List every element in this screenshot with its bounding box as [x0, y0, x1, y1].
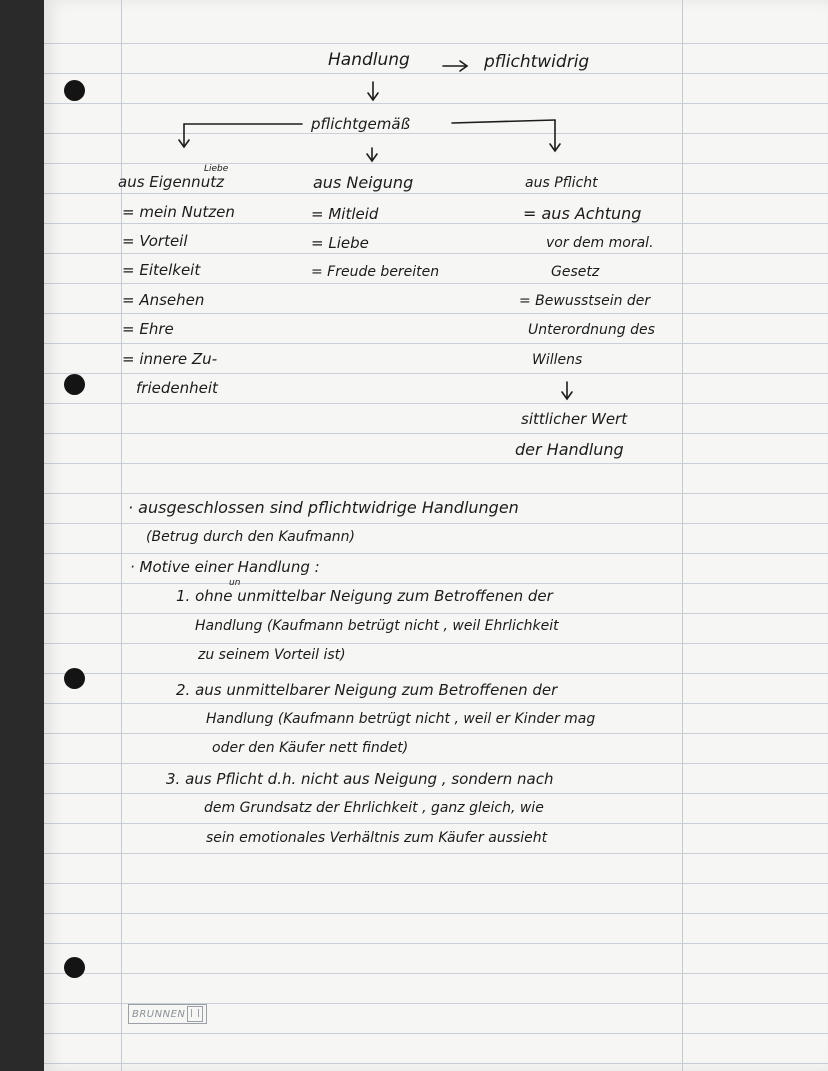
note-line-3: · Motive einer Handlung :: [130, 558, 320, 576]
note-line-12: sein emotionales Verhältnis zum Käufer aussieht: [206, 830, 548, 846]
col1-note: Liebe: [204, 164, 229, 174]
col1-item-1: = mein Nutzen: [122, 203, 235, 221]
col1-heading: aus Eigennutz: [118, 173, 224, 191]
note-line-7: 2. aus unmittelbarer Neigung zum Betroffenen der: [176, 681, 558, 699]
note-line-2: (Betrug durch den Kaufmann): [146, 529, 355, 545]
col2-heading: aus Neigung: [313, 173, 414, 192]
col3-item-4: = Bewusstsein der: [519, 293, 651, 309]
col1-item-7: friedenheit: [136, 379, 218, 397]
note-line-4: 1. ohne unmittelbar Neigung zum Betroffenen der: [176, 587, 553, 605]
brunnen-brand-mark: [128, 1004, 207, 1024]
brand-text: BRUNNEN: [132, 1008, 186, 1020]
note-line-11: dem Grundsatz der Ehrlichkeit , ganz gleich, wie: [204, 800, 544, 816]
brand-logo-icon: [187, 1006, 203, 1022]
node-pflichtgemaess: pflichtgemäß: [311, 115, 411, 133]
col3-item-3: Gesetz: [551, 264, 600, 280]
col3-item-5: Unterordnung des: [528, 322, 655, 338]
note-line-1: · ausgeschlossen sind pflichtwidrige Handlungen: [128, 498, 519, 517]
note-line-8: Handlung (Kaufmann betrügt nicht , weil er Kinder mag: [206, 711, 596, 727]
node-handlung: Handlung: [328, 50, 410, 70]
col3-item-6: Willens: [532, 352, 583, 368]
col1-item-2: = Vorteil: [122, 232, 188, 250]
col1-item-6: = innere Zu-: [122, 350, 218, 368]
col1-item-4: = Ansehen: [122, 291, 205, 309]
note-line-4-insert: un: [229, 578, 241, 588]
col3-item-2: vor dem moral.: [546, 235, 654, 251]
note-line-6: zu seinem Vorteil ist): [198, 647, 346, 663]
note-line-5: Handlung (Kaufmann betrügt nicht , weil Ehrlichkeit: [195, 618, 559, 634]
col3-result-2: der Handlung: [515, 440, 624, 459]
col1-item-3: = Eitelkeit: [122, 261, 201, 279]
note-line-9: oder den Käufer nett findet): [212, 740, 409, 756]
col2-item-1: = Mitleid: [311, 205, 379, 223]
col1-item-5: = Ehre: [122, 320, 174, 338]
col3-result-1: sittlicher Wert: [521, 410, 628, 428]
col3-heading: aus Pflicht: [525, 175, 598, 191]
node-pflichtwidrig: pflichtwidrig: [484, 52, 590, 72]
col2-item-3: = Freude bereiten: [311, 264, 440, 280]
col3-item-1: = aus Achtung: [523, 204, 642, 223]
note-line-10: 3. aus Pflicht d.h. nicht aus Neigung , sondern nach: [166, 770, 554, 788]
col2-item-2: = Liebe: [311, 234, 369, 252]
